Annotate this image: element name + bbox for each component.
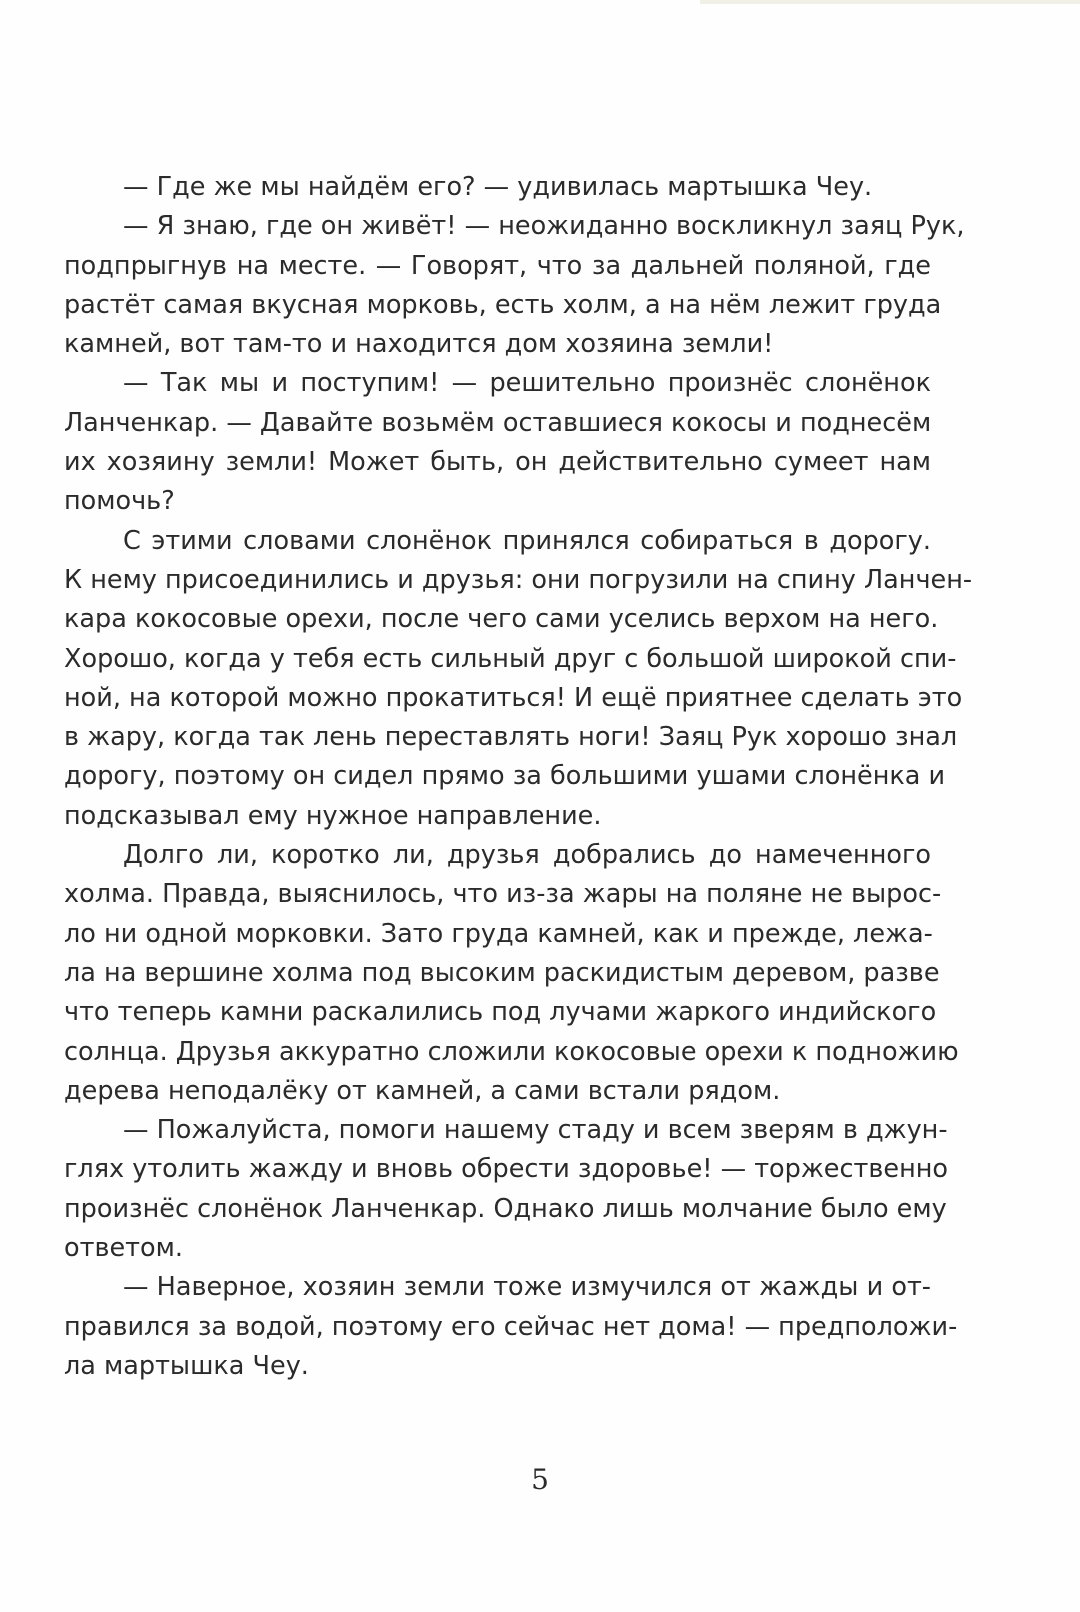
text-line: камней, вот там-то и находится дом хозяина земли! <box>64 329 774 360</box>
text-line: К нему присоединились и друзья: они погрузили на спину Ланчен- <box>64 564 973 595</box>
paragraph <box>64 207 965 364</box>
text-line: дерева неподалёку от камней, а сами встали рядом. <box>64 1075 781 1106</box>
text-line: Долго ли, коротко ли, друзья добрались до намеченного <box>123 840 931 871</box>
text-line: что теперь камни раскалились под лучами жаркого индийского <box>64 997 937 1028</box>
text-line: ла мартышка Чеу. <box>64 1350 309 1381</box>
text-line: Хорошо, когда у тебя есть сильный друг с большой широкой спи- <box>64 643 957 674</box>
text-line: — Так мы и поступим! — решительно произнёс слонёнок <box>123 368 931 399</box>
paragraph <box>64 168 931 207</box>
text-line: — Пожалуйста, помоги нашему стаду и всем зверям в джун- <box>123 1115 948 1146</box>
text-line: кара кокосовые орехи, после чего сами уселись верхом на него. <box>64 604 939 635</box>
paragraph <box>64 836 959 1111</box>
text-line: правился за водой, поэтому его сейчас нет дома! — предположи- <box>64 1311 958 1342</box>
paragraph <box>64 522 973 836</box>
text-line: их хозяину земли! Может быть, он действительно сумеет нам <box>64 447 931 478</box>
text-line: С этими словами слонёнок принялся собираться в дорогу. <box>123 525 931 556</box>
paragraph <box>64 364 931 521</box>
text-line: дорогу, поэтому он сидел прямо за большими ушами слонёнка и <box>64 761 946 792</box>
text-line: ответом. <box>64 1233 183 1264</box>
text-line: подпрыгнув на месте. — Говорят, что за дальней поляной, где <box>64 250 931 281</box>
text-line: в жару, когда так лень переставлять ноги! Заяц Рук хорошо знал <box>64 722 958 753</box>
text-line: — Я знаю, где он живёт! — неожиданно воскликнул заяц Рук, <box>123 211 965 242</box>
story-text <box>64 168 973 1386</box>
paragraph <box>64 1268 958 1386</box>
text-line: ной, на которой можно прокатиться! И ещё приятнее сделать это <box>64 682 963 713</box>
text-line: ло ни одной морковки. Зато груда камней, как и прежде, лежа- <box>64 918 933 949</box>
text-line: произнёс слонёнок Ланченкар. Однако лишь молчание было ему <box>64 1193 947 1224</box>
text-line: — Наверное, хозяин земли тоже измучился от жажды и от- <box>123 1272 931 1303</box>
text-line: помочь? <box>64 486 175 517</box>
text-line: ла на вершине холма под высоким раскидистым деревом, разве <box>64 957 940 988</box>
page-number: 5 <box>531 1463 549 1496</box>
text-line: подсказывал ему нужное направление. <box>64 800 602 831</box>
text-line: растёт самая вкусная морковь, есть холм, а на нём лежит груда <box>64 289 942 320</box>
text-line: — Где же мы найдём его? — удивилась мартышка Чеу. <box>123 172 873 202</box>
text-line: холма. Правда, выяснилось, что из-за жары на поляне не вырос- <box>64 879 942 910</box>
text-line: солнца. Друзья аккуратно сложили кокосовые орехи к подножию <box>64 1036 959 1067</box>
text-line: глях утолить жажду и вновь обрести здоровье! — торжественно <box>64 1154 949 1185</box>
paragraph <box>64 1111 949 1268</box>
text-line: Ланченкар. — Давайте возьмём оставшиеся кокосы и поднесём <box>64 407 932 438</box>
page-edge-shadow <box>700 0 1080 4</box>
